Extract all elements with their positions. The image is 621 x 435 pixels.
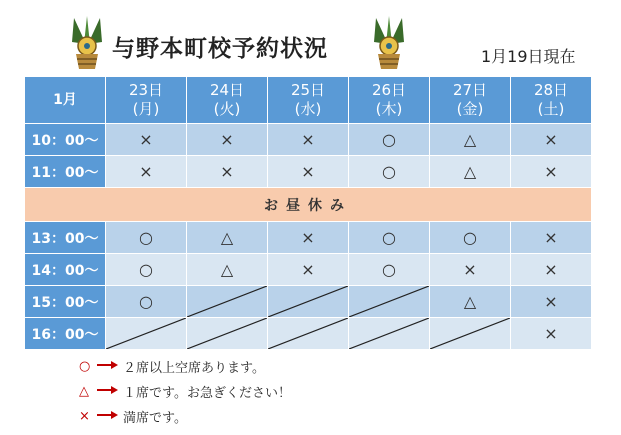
time-label: 16：00～: [25, 318, 106, 350]
closed-slot-cell: [187, 286, 268, 318]
slot-cell: ×: [268, 124, 349, 156]
lunch-row: [25, 188, 592, 222]
slot-cell: ×: [511, 318, 592, 350]
legend-item: [79, 382, 291, 401]
slot-cell: ×: [268, 222, 349, 254]
legend-text: １席です。お急ぎください！: [123, 386, 291, 401]
slot-cell: ×: [511, 124, 592, 156]
kadomatsu-left-icon: [66, 14, 108, 70]
closed-slot-cell: [106, 318, 187, 350]
red-arrow-icon: [97, 384, 123, 399]
header-row: [25, 77, 592, 124]
table-row: [25, 124, 592, 156]
day-header: 27日 (金): [430, 77, 511, 124]
closed-slot-cell: [187, 318, 268, 350]
slot-cell: ○: [106, 222, 187, 254]
legend-symbol: ×: [79, 409, 90, 424]
time-label: 10：00～: [25, 124, 106, 156]
table-row: [25, 156, 592, 188]
day-header: 26日 (木): [349, 77, 430, 124]
legend-text: 満席です。: [123, 411, 187, 426]
slot-cell: ×: [106, 156, 187, 188]
day-header: 24日 (火): [187, 77, 268, 124]
slot-cell: ×: [187, 124, 268, 156]
slot-cell: ○: [349, 124, 430, 156]
slot-cell: ×: [430, 254, 511, 286]
table-row: [25, 222, 592, 254]
slot-cell: ×: [511, 254, 592, 286]
slot-cell: ○: [349, 156, 430, 188]
table-row: [25, 286, 592, 318]
day-header: 28日 (土): [511, 77, 592, 124]
closed-slot-cell: [430, 318, 511, 350]
red-arrow-icon: [97, 359, 123, 374]
slot-cell: △: [430, 156, 511, 188]
time-label: 14：00～: [25, 254, 106, 286]
slot-cell: △: [430, 286, 511, 318]
month-header: 1月: [25, 77, 106, 124]
slot-cell: ×: [106, 124, 187, 156]
table-row: [25, 318, 592, 350]
slot-cell: ○: [106, 254, 187, 286]
slot-cell: △: [187, 222, 268, 254]
legend-symbol: △: [79, 384, 89, 399]
legend-item: [79, 407, 187, 426]
closed-slot-cell: [268, 286, 349, 318]
reservation-table: [24, 76, 592, 350]
slot-cell: ○: [349, 222, 430, 254]
slot-cell: ○: [106, 286, 187, 318]
kadomatsu-right-icon: [368, 14, 410, 70]
red-arrow-icon: [97, 409, 123, 424]
as-of-date: 1月19日現在: [481, 47, 576, 66]
closed-slot-cell: [268, 318, 349, 350]
slot-cell: △: [187, 254, 268, 286]
legend-item: [79, 357, 265, 376]
closed-slot-cell: [349, 286, 430, 318]
time-label: 15：00～: [25, 286, 106, 318]
lunch-break-label: お昼休み: [25, 188, 592, 222]
day-header: 23日 (月): [106, 77, 187, 124]
slot-cell: ×: [511, 222, 592, 254]
slot-cell: ○: [430, 222, 511, 254]
slot-cell: ×: [268, 156, 349, 188]
legend-symbol: ○: [79, 359, 91, 374]
slot-cell: ○: [349, 254, 430, 286]
legend-text: ２席以上空席あります。: [123, 361, 265, 376]
slot-cell: ×: [511, 156, 592, 188]
table-row: [25, 254, 592, 286]
slot-cell: ×: [268, 254, 349, 286]
day-header: 25日 (水): [268, 77, 349, 124]
time-label: 13：00～: [25, 222, 106, 254]
slot-cell: ×: [187, 156, 268, 188]
time-label: 11：00～: [25, 156, 106, 188]
slot-cell: △: [430, 124, 511, 156]
closed-slot-cell: [349, 318, 430, 350]
slot-cell: ×: [511, 286, 592, 318]
page-title: 与野本町校予約状況: [112, 36, 328, 62]
